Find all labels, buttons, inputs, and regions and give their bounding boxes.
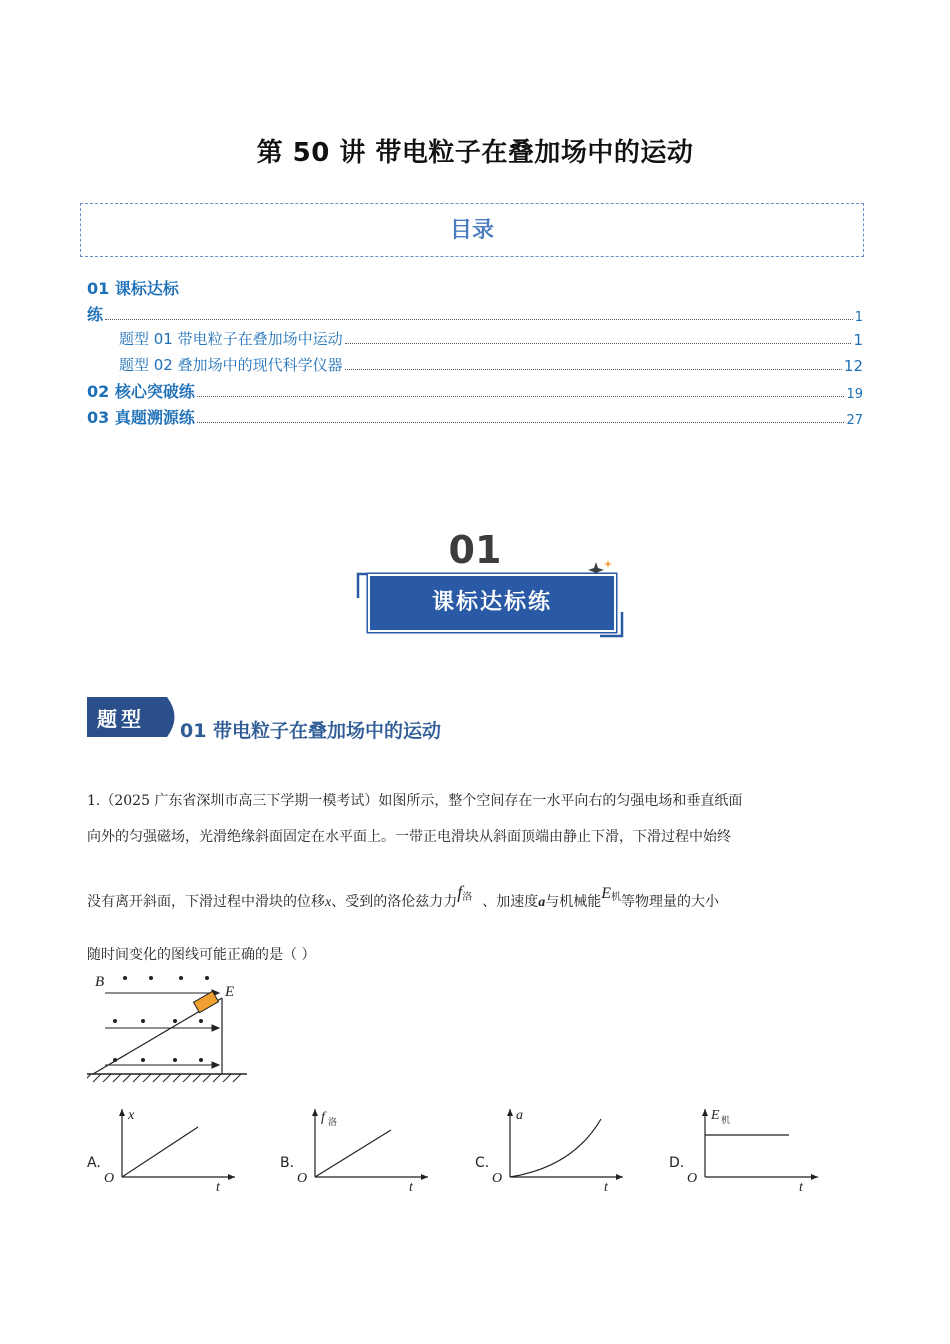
label-E: E [225, 984, 235, 1000]
svg-text:t: t [216, 1180, 220, 1195]
question-text: 没有离开斜面，下滑过程中滑块的位移 [87, 894, 325, 910]
question-text: 、受到的洛伦兹力力 [331, 894, 458, 910]
question-text-line: 向外的匀强磁场，光滑绝缘斜面固定在水平面上。一带正电滑块从斜面顶端由静止下滑，下滑过程中始终 [87, 829, 731, 845]
banner-box [368, 574, 616, 632]
toc-leader-dots [345, 369, 842, 370]
toc-item-label: 题型 02 叠加场中的现代科学仪器 [119, 356, 343, 374]
toc-leader-dots [197, 396, 845, 397]
svg-text:x: x [128, 1108, 135, 1123]
svg-text:O: O [687, 1171, 698, 1186]
toc-page-number: 19 [846, 387, 863, 402]
toc-item-label: 03 真题溯源练 [87, 408, 195, 427]
question-text-line [87, 882, 720, 911]
symbol-a: a [538, 895, 546, 910]
svg-text:洛: 洛 [328, 1118, 338, 1128]
toc-page-number: 12 [843, 357, 863, 375]
svg-text:t: t [604, 1180, 608, 1195]
symbol-f: f [457, 882, 463, 902]
symbol-x: x [325, 895, 332, 910]
symbol-E-sub: 机 [611, 892, 622, 903]
label-B: B [95, 974, 105, 990]
svg-text:O: O [104, 1171, 115, 1186]
svg-text:a: a [516, 1108, 523, 1123]
toc-page-number: 1 [853, 331, 863, 349]
toc-leader-dots [197, 422, 845, 423]
toc-item-1-line2: 练 [87, 305, 104, 324]
toc-item-5[interactable] [87, 405, 863, 428]
toc-item-2[interactable] [119, 328, 863, 349]
svg-text:f: f [321, 1110, 325, 1125]
incline-figure [87, 968, 252, 1084]
toc-heading: 目录 [449, 218, 494, 243]
svg-text:机: 机 [721, 1116, 731, 1126]
toc-item-1[interactable] [87, 302, 863, 325]
option-D-label[interactable]: D. [669, 1155, 685, 1171]
topic-title: 01 带电粒子在叠加场中的运动 [180, 720, 442, 742]
option-B-label[interactable]: B. [280, 1155, 295, 1171]
toc-item-3[interactable] [119, 354, 863, 375]
option-C-label[interactable]: C. [475, 1155, 490, 1171]
symbol-E: E [601, 885, 612, 902]
svg-text:t: t [799, 1180, 803, 1195]
question-text: 与机械能 [545, 894, 602, 910]
option-A-graph[interactable] [100, 1105, 240, 1195]
page-title: 第 50 讲 带电粒子在叠加场中的运动 [256, 138, 694, 168]
svg-text:t: t [409, 1180, 413, 1195]
svg-text:O: O [492, 1171, 503, 1186]
question-text-line: 随时间变化的图线可能正确的是（ ） [87, 947, 316, 963]
toc-item-1-line1[interactable]: 01 课标达标 [87, 279, 179, 298]
toc-leader-dots [345, 343, 852, 344]
toc-item-label: 02 核心突破练 [87, 382, 195, 401]
toc-page-number: 1 [854, 310, 863, 325]
option-C-graph[interactable] [488, 1105, 628, 1195]
question-text: 、加速度 [482, 894, 539, 910]
banner-title: 课标达标练 [431, 590, 552, 615]
symbol-f-sub: 洛 [462, 892, 473, 903]
toc-item-label: 题型 01 带电粒子在叠加场中运动 [119, 330, 343, 348]
option-D-graph[interactable] [683, 1105, 823, 1195]
topic-badge-label: 题型 [97, 707, 145, 731]
toc-page-number: 27 [846, 413, 863, 428]
section-number: 01 [448, 528, 502, 572]
toc-item-4[interactable] [87, 379, 863, 402]
question-text-line: 1.（2025 广东省深圳市高三下学期一模考试）如图所示，整个空间存在一水平向右的匀强电场和垂直纸面 [87, 793, 743, 809]
option-B-graph[interactable] [293, 1105, 433, 1195]
question-text: 等物理量的大小 [621, 894, 720, 910]
toc-box [80, 203, 864, 257]
option-A-label[interactable]: A. [87, 1155, 101, 1171]
topic-badge [87, 697, 182, 737]
section-banner [356, 560, 624, 638]
svg-text:O: O [297, 1171, 308, 1186]
svg-text:E: E [711, 1108, 720, 1123]
toc-leader-dots [105, 319, 853, 320]
